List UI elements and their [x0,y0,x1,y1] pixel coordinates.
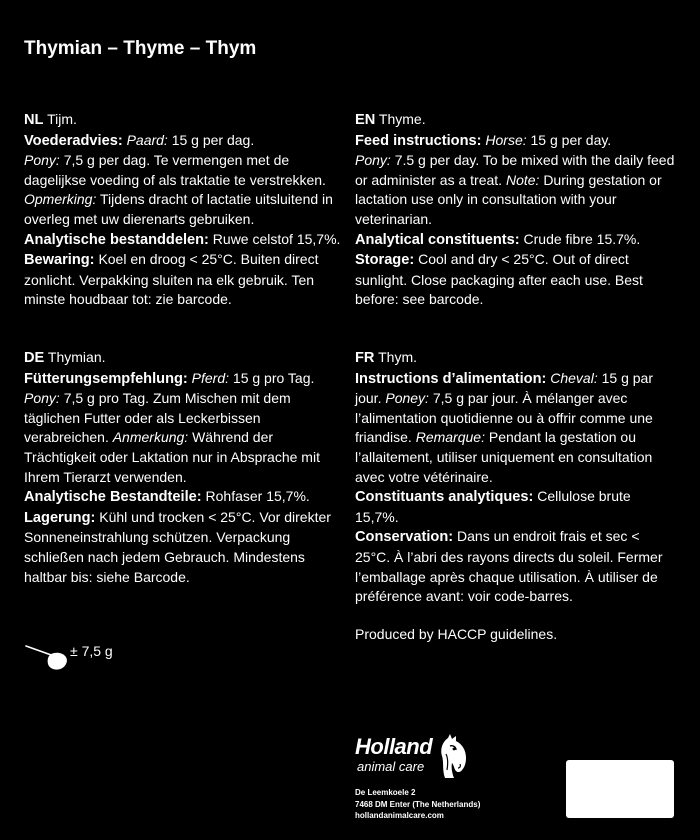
fr-feed-line [355,369,677,488]
en-feed-line [355,131,677,152]
de-analytical-text: Rohfaser 15,7%. [205,488,310,505]
fr-note-text: Pendant la gestation ou l’allaitement, utiliser uniquement en consultation avec votre vétérinaire. [355,429,653,485]
fr-name-line [355,348,677,369]
en-note-text: During gestation or lactation use only in consultation with your veterinarian. [355,171,662,227]
nl-horse-label: Paard: [126,131,168,148]
en-note-label: Note: [505,171,540,188]
nl-horse-text: 15 g per dag. [171,131,255,148]
address-website: hollandanimalcare.com [355,811,444,820]
logo-wordmark: Holland [355,734,433,759]
en-pony-text: 7.5 g per day. To be mixed with the daily feed or administer as a treat. [355,152,675,188]
de-analytical-heading: Analytische Bestandteile: [24,489,202,506]
fr-analytical-line [355,487,677,527]
fr-pony-label: Poney: [385,390,429,407]
address-line-1: De Leemkoele 2 [355,788,416,797]
scoop-icon [24,642,70,672]
de-name: Thymian. [47,349,106,365]
fr-horse-text: 15 g par jour. [355,369,653,407]
de-pony-line [24,389,346,487]
de-pony-text: 7,5 g pro Tag. Zum Mischen mit dem täglichen Futter oder als Leckerbissen verabreichen. [24,390,291,446]
haccp-note: Produced by HACCP guidelines. [355,626,558,642]
nl-pony-line [24,151,346,229]
nl-analytical-heading: Analytische bestanddelen: [24,231,209,248]
horse-head-icon [436,734,468,780]
en-horse-text: 15 g per day. [530,131,612,148]
de-note-label: Anmerkung: [112,429,189,446]
de-lang-code: DE [24,350,45,366]
fr-storage-line [355,527,677,606]
logo-subtitle: animal care [357,759,425,774]
company-address [355,787,480,822]
en-lang-code: EN [355,112,376,128]
nl-storage-line [24,250,346,310]
de-analytical-line [24,487,346,508]
nl-name: Tijm. [47,111,77,127]
nl-storage-heading: Bewaring: [24,252,95,269]
de-note-text: Während der Trächtigkeit oder Laktation nur in Absprache mit Ihrem Tierarzt verwenden. [24,429,320,485]
de-feed-heading: Fütterungsempfehlung: [24,370,188,387]
en-storage-heading: Storage: [355,252,415,269]
fr-horse-label: Cheval: [550,369,598,386]
page-title: Thymian – Thyme – Thym [24,38,257,59]
section-nl [24,110,346,310]
section-fr [355,348,677,607]
de-storage-heading: Lagerung: [24,509,96,526]
en-pony-label: Pony: [355,152,391,169]
de-pony-label: Pony: [24,390,60,407]
de-horse-text: 15 g pro Tag. [232,369,315,386]
section-de [24,348,346,587]
en-name-line [355,110,677,131]
nl-lang-code: NL [24,112,44,128]
en-analytical-line [355,230,677,251]
nl-name-line [24,110,346,131]
fr-analytical-text: Cellulose brute 15,7%. [355,488,631,525]
nl-feed-heading: Voederadvies: [24,132,123,149]
nl-feed-line [24,131,346,152]
en-analytical-text: Crude fibre 15.7%. [523,230,641,247]
nl-storage-text: Koel en droog < 25°C. Buiten direct zonlicht. Verpakking sluiten na elk gebruik. Ten minste houdbaar tot: zie barcode. [24,251,319,308]
en-feed-heading: Feed instructions: [355,132,482,149]
fr-pony-text: 7,5 g par jour. À mélanger avec l’alimentation quotidienne ou à offrir comme une friandise. [355,390,653,446]
en-pony-line [355,151,677,229]
nl-note-label: Opmerking: [24,191,97,208]
fr-feed-heading: Instructions d’alimentation: [355,370,547,387]
fr-storage-text: Dans un endroit frais et sec < 25°C. À l’abri des rayons directs du soleil. Fermer l’emballage après chaque utilisation. À utiliser de préférence avant: voir code-barres. [355,528,663,605]
barcode-label-area [566,760,674,818]
nl-analytical-text: Ruwe celstof 15,7%. [212,230,341,247]
address-line-2: 7468 DM Enter (The Netherlands) [355,799,481,809]
en-analytical-heading: Analytical constituents: [355,231,520,248]
nl-pony-label: Pony: [24,152,60,169]
en-storage-line [355,250,677,310]
en-horse-label: Horse: [485,131,527,148]
en-storage-text: Cool and dry < 25°C. Out of direct sunlight. Close packaging after each use. Best before: see barcode. [355,251,643,308]
fr-lang-code: FR [355,350,375,366]
fr-note-label: Remarque: [415,429,485,446]
nl-pony-text: 7,5 g per dag. Te vermengen met de dagelijkse voeding of als traktatie te verstrekken. [24,152,326,188]
nl-analytical-line [24,230,346,251]
dose-label: ± 7,5 g [70,643,113,659]
fr-analytical-heading: Constituants analytiques: [355,489,534,506]
fr-name: Thym. [378,349,417,365]
de-name-line [24,348,346,369]
de-horse-label: Pferd: [191,369,230,386]
nl-note-text: Tijdens dracht of lactatie uitsluitend in overleg met uw dierenarts gebruiken. [24,191,333,227]
section-en [355,110,677,310]
de-storage-line [24,508,346,587]
brand-logo [355,734,475,782]
de-storage-text: Kühl und trocken < 25°C. Vor direkter Sonneneinstrahlung schützen. Verpackung schließen nach jedem Gebrauch. Mindestens haltbar bis: siehe Barcode. [24,508,331,585]
de-feed-line [24,369,346,390]
en-name: Thyme. [378,111,426,127]
fr-storage-heading: Conservation: [355,529,454,546]
